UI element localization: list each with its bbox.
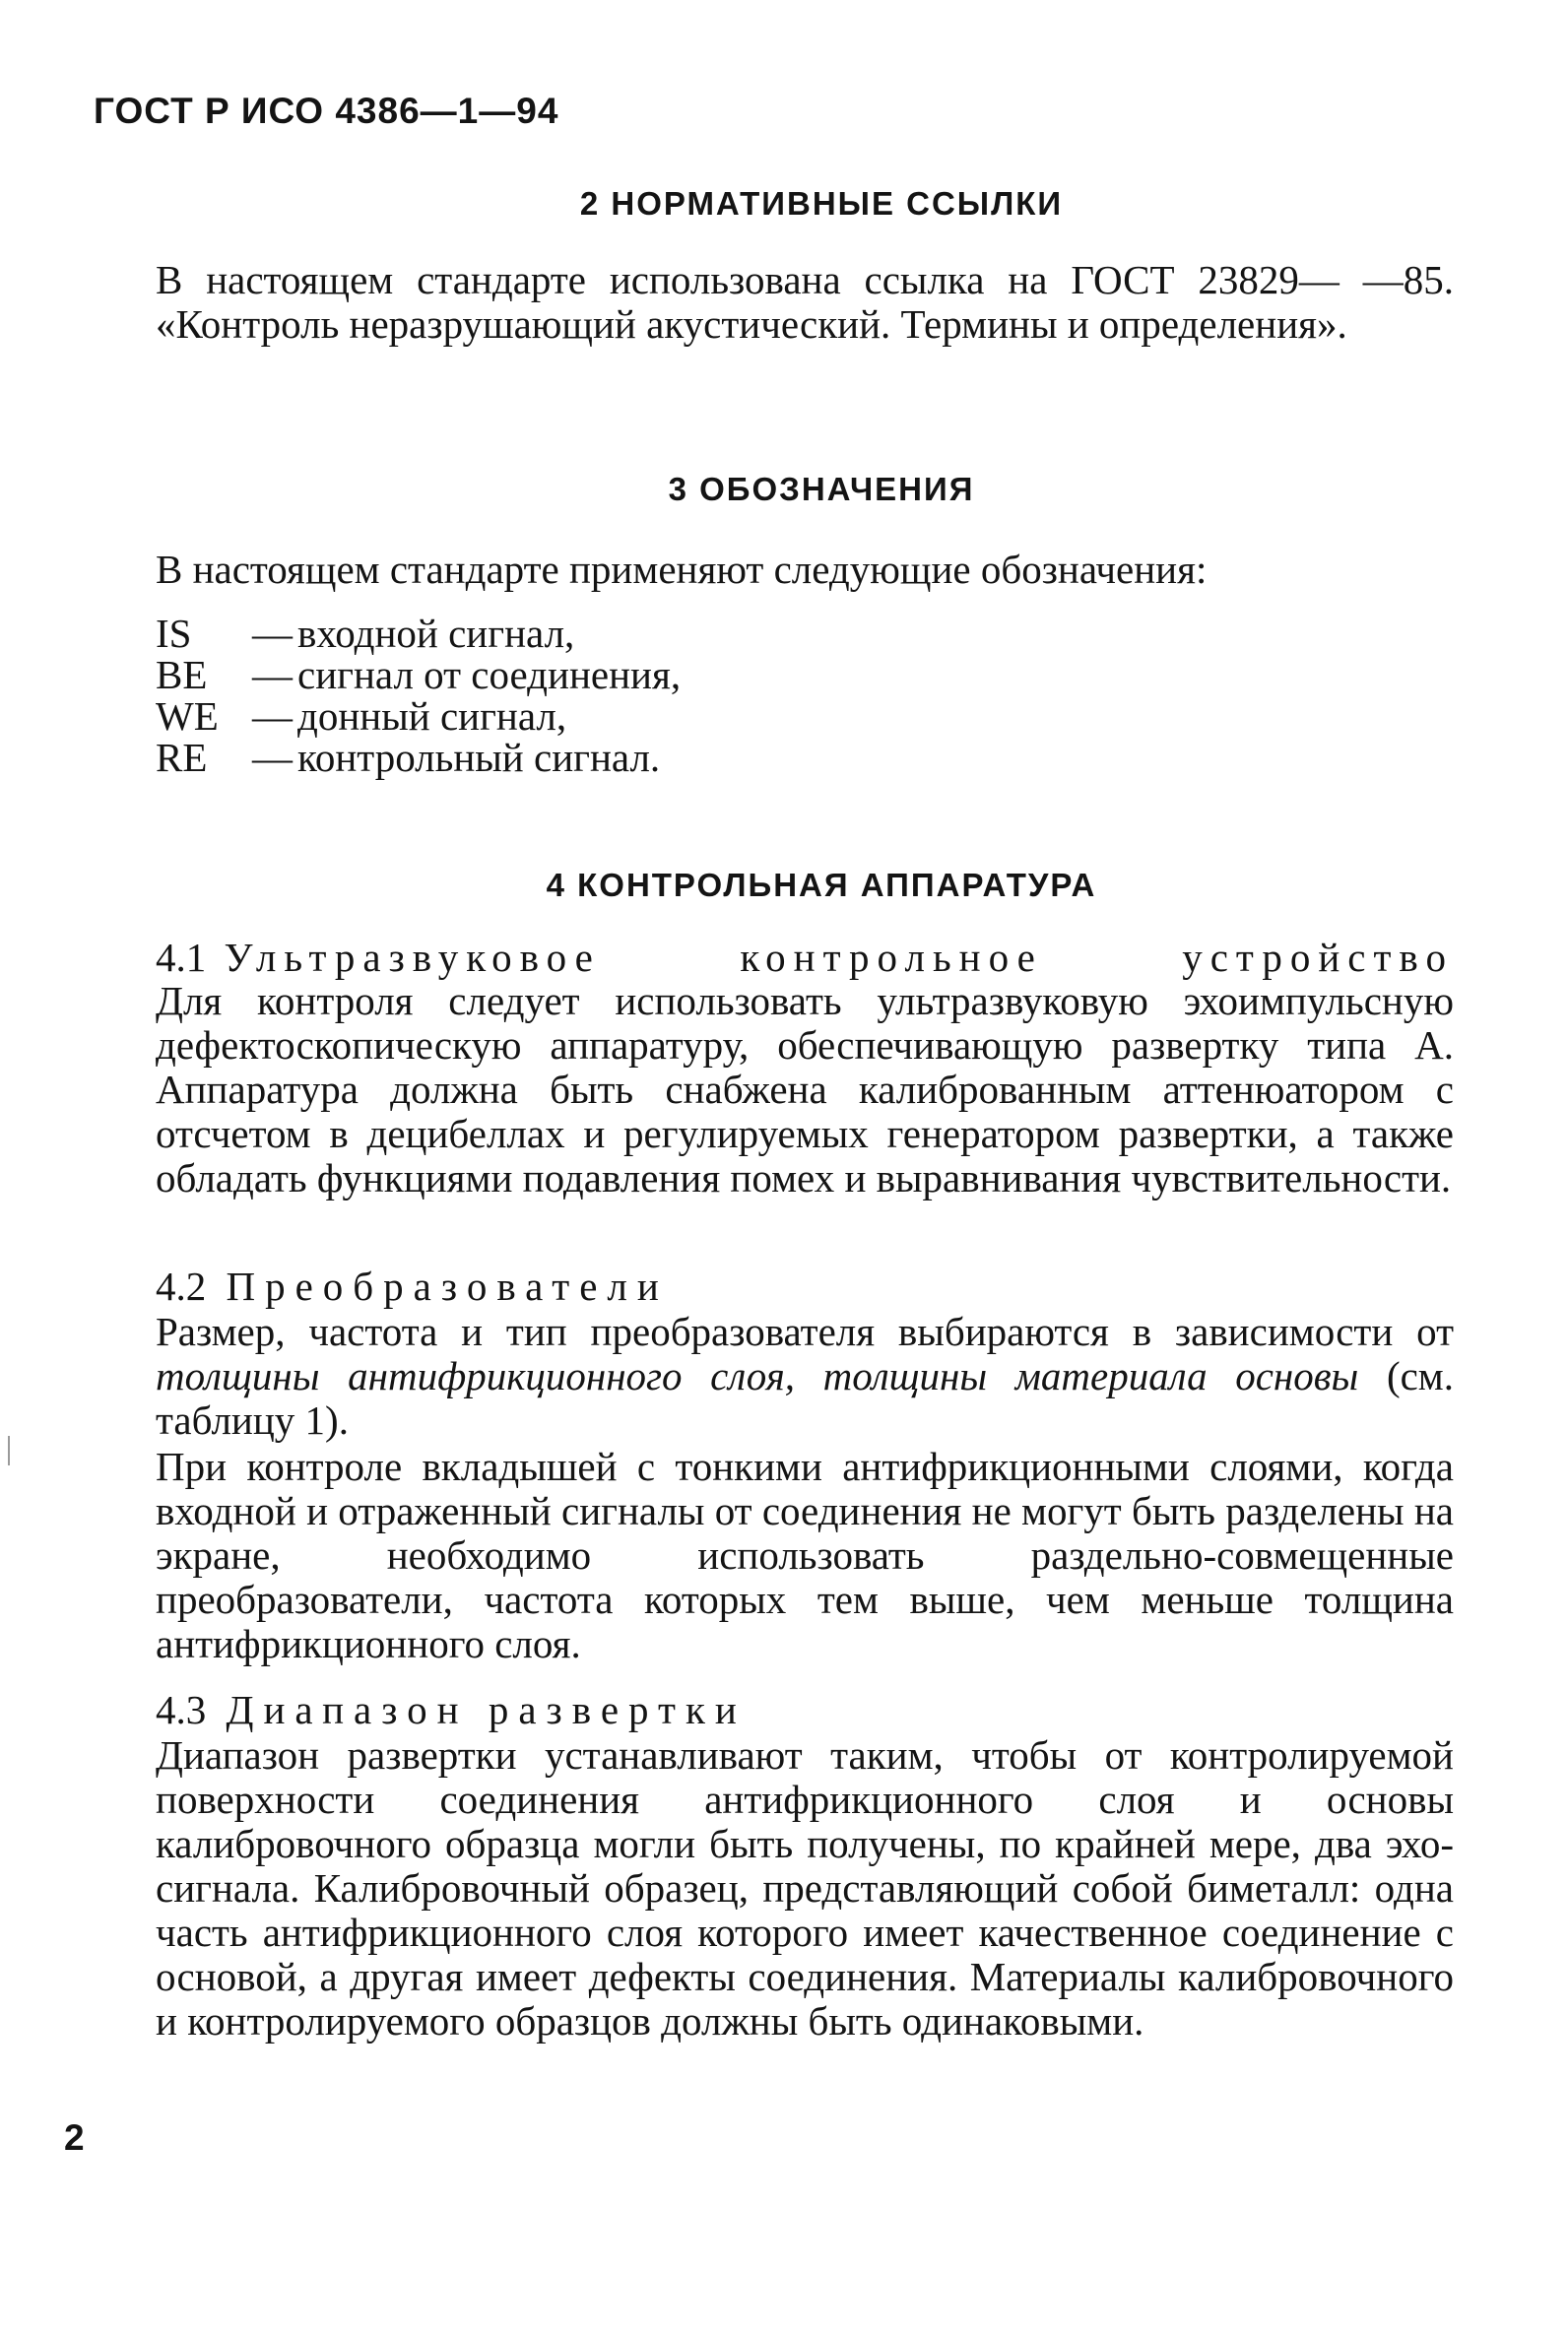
section-3-intro: В настоящем стандарте применяют следующие обозначения: [156,547,1208,592]
title-word: контрольное [740,935,1043,980]
symbol-code: WE [156,693,219,739]
symbol-row [156,613,681,654]
subsection-4-3-title [156,1688,1454,1732]
symbol-code: IS [156,611,192,656]
symbol-row [156,695,681,737]
document-code: ГОСТ Р ИСО 4386—1—94 [94,91,559,131]
subsection-4-1-number-word [156,936,601,980]
subsection-number: 4.3 [156,1687,207,1732]
subsection-4-2-text [156,1310,1454,1443]
subsection-4-2-text-2: При контроле вкладышей с тонкими антифрикционными слоями, когда входной и отраженный сигналы от соединения не могут быть разделены на экране, необходимо использовать раздельно-совмещенные преобразователи, частота которых тем выше, чем меньше толщина антифрикционного слоя. [156,1444,1454,1666]
symbol-description: донный сигнал, [297,693,567,739]
text-fragment: (см. таблицу 1). [156,1353,1454,1443]
text-fragment: Размер, частота и тип преобразователя выбираются в зависимости от [156,1309,1454,1354]
subsection-title: Преобразователи [226,1264,669,1309]
subsection-4-2-title [156,1265,1454,1309]
symbol-description: контрольный сигнал. [297,735,661,780]
symbol-code: BE [156,652,208,697]
margin-mark [8,1436,10,1465]
symbol-row [156,737,681,778]
symbol-description: сигнал от соединения, [297,652,682,697]
subsection-number: 4.1 [156,935,207,980]
symbol-dash: — [252,611,293,656]
symbol-dash: — [252,735,293,780]
section-3-heading: 3 ОБОЗНАЧЕНИЯ [668,471,975,507]
section-4-heading: 4 КОНТРОЛЬНАЯ АППАРАТУРА [546,867,1097,903]
symbol-dash: — [252,693,293,739]
subsection-4-1-text: Для контроля следует использовать ультразвуковую эхоимпульсную дефектоскопическую аппаратуру, обеспечивающую развертку типа А. Аппаратура должна быть снабжена калиброванным аттенюатором с отсчетом в децибеллах и регулируемых генератором развертки, а также обладать функциями подавления помех и выравнивания чувствительности. [156,978,1454,1201]
symbols-list [156,613,681,778]
symbol-description: входной сигнал, [297,611,575,656]
subsection-4-1-title [156,936,1454,980]
symbol-row [156,654,681,695]
title-word: устройство [1182,935,1454,980]
symbol-dash: — [252,652,293,697]
subsection-title: Диапазон развертки [226,1687,747,1732]
italic-text-fragment: толщины антифрикционного слоя, толщины материала основы [156,1353,1359,1398]
page-number: 2 [64,2117,85,2158]
title-word: Ультразвуковое [224,935,601,980]
section-2-text [156,258,1454,347]
symbol-code: RE [156,735,208,780]
section-2-heading: 2 НОРМАТИВНЫЕ ССЫЛКИ [579,185,1064,222]
normative-reference-text: В настоящем стандарте использована ссылка на ГОСТ 23829— —85. «Контроль неразрушающий акустический. Термины и определения». [156,257,1454,347]
subsection-number: 4.2 [156,1264,207,1309]
subsection-4-3-text: Диапазон развертки устанавливают таким, чтобы от контролируемой поверхности соединения антифрикционного слоя и основы калибровочного образца могли быть получены, по крайней мере, два эхо-сигнала. Калибровочный образец, представляющий собой биметалл: одна часть антифрикционного слоя которого имеет качественное соединение с основой, а другая имеет дефекты соединения. Материалы калибровочного и контролируемого образцов должны быть одинаковыми. [156,1732,1454,2044]
